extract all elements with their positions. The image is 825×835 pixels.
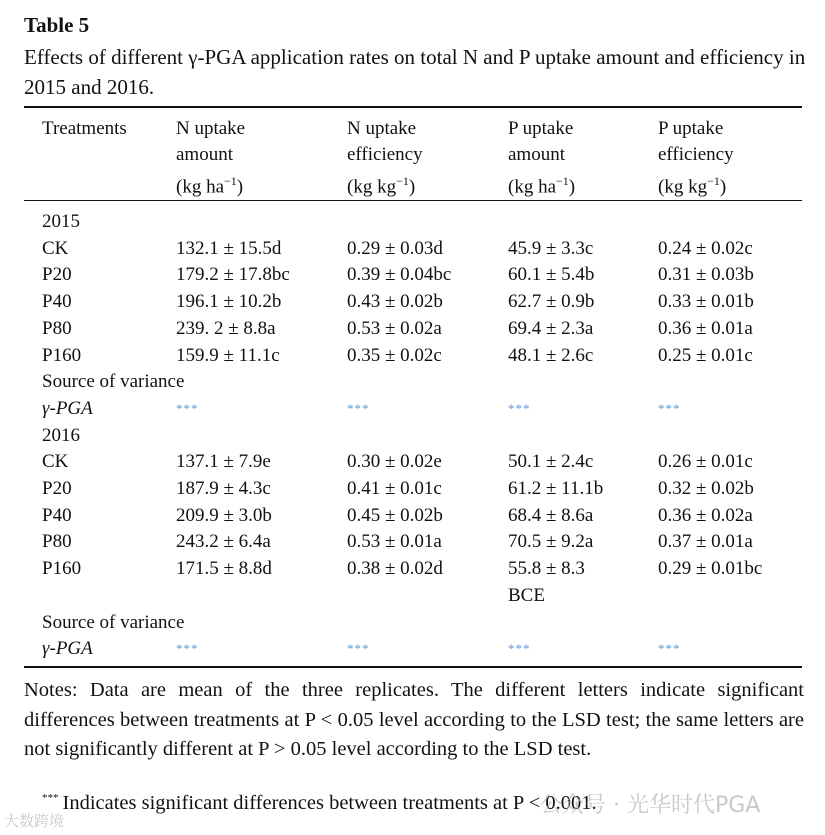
table-cell: 0.24 ± 0.02c [658,237,753,259]
footnote-mark: *** [42,792,59,804]
footnote [42,792,597,815]
header-text: efficiency [347,144,423,165]
header-cell [347,116,416,142]
table-cell: *** [347,641,370,657]
table-cell: 243.2 ± 6.4a [176,531,271,553]
row-label: 2015 [42,211,80,232]
header-unit-close: ) [719,176,727,198]
row-label: P20 [42,478,72,499]
table-cell: BCE [508,584,545,606]
table-cell: 0.53 ± 0.02a [347,317,442,339]
table-cell: 0.26 ± 0.01c [658,451,753,473]
footnote-text: Indicates significant differences between treatments at P < 0.001. [62,792,597,814]
header-cell [176,142,233,168]
table-cell: 0.41 ± 0.01c [347,478,442,499]
table-cell: 0.35 ± 0.02c [347,344,442,366]
header-unit-close: ) [408,176,416,198]
table-cell: *** [176,641,199,657]
table-cell: 0.32 ± 0.02b [658,478,754,499]
table-cell: 48.1 ± 2.6c [508,344,594,366]
header-text: (kg ha [176,176,225,198]
table-cell: 0.29 ± 0.01bc [658,558,763,580]
table-cell: 187.9 ± 4.3c [176,478,271,499]
header-unit-exponent: −1 [224,174,237,188]
table-cell: 69.4 ± 2.3a [508,317,594,339]
row-label: P40 [42,291,72,313]
table-cell: 0.30 ± 0.02e [347,451,442,473]
header-cell [176,168,243,200]
header-cell [347,142,423,168]
row-label: γ-PGA [42,397,93,419]
table-cell: 159.9 ± 11.1c [176,344,280,366]
row-label: P160 [42,558,82,580]
header-cell [508,142,565,168]
table-cell: 0.29 ± 0.03d [347,237,443,259]
row-label: 2016 [42,424,80,446]
table-cell: *** [658,641,681,657]
header-text: N uptake [347,118,417,139]
table-cell: 0.37 ± 0.01a [658,531,753,553]
header-text: N uptake [176,118,246,139]
top-rule [24,106,802,108]
table-cell: 61.2 ± 11.1b [508,478,604,499]
table-cell: 50.1 ± 2.4c [508,451,594,473]
table-cell: 132.1 ± 15.5d [176,237,282,259]
row-label: P20 [42,264,72,286]
header-unit-exponent: −1 [707,174,720,188]
table-cell: 209.9 ± 3.0b [176,504,272,526]
header-text: amount [176,144,233,165]
header-unit-close: ) [568,176,576,198]
header-cell [658,116,723,142]
table-cell: *** [347,400,370,416]
table-notes: Notes: Data are mean of the three replicates. The different letters indicate significant differences between treatments at P < 0.05 level according to the LSD test; the same letters are not significantly different at P > 0.05 level according to the LSD test. [24,679,804,760]
table-cell: 0.36 ± 0.01a [658,317,753,339]
row-label: P40 [42,504,72,526]
table-cell: 0.53 ± 0.01a [347,531,442,553]
header-unit-close: ) [236,176,244,198]
header-unit-exponent: −1 [396,174,409,188]
table-cell: 0.31 ± 0.03b [658,264,754,286]
table-cell: 0.45 ± 0.02b [347,504,443,526]
table-cell: 60.1 ± 5.4b [508,264,595,286]
header-unit-exponent: −1 [556,174,569,188]
row-label: Source of variance [42,611,185,633]
table-cell: 0.36 ± 0.02a [658,504,753,526]
row-label: γ-PGA [42,638,93,660]
table-cell: 196.1 ± 10.2b [176,291,282,313]
table-cell: 239. 2 ± 8.8a [176,317,276,339]
row-label: CK [42,237,69,259]
table-cell: *** [508,400,531,416]
header-text: P uptake [508,118,574,139]
header-text: efficiency [658,144,734,165]
table-cell: 0.25 ± 0.01c [658,344,753,366]
row-label: P80 [42,531,72,553]
table-cell: 0.43 ± 0.02b [347,291,443,313]
table-cell: 171.5 ± 8.8d [176,558,272,580]
header-cell [508,116,573,142]
header-cell [508,168,575,200]
row-label: CK [42,451,69,473]
bottom-rule [24,666,802,668]
row-label: Source of variance [42,371,185,393]
table-cell: 0.33 ± 0.01b [658,291,754,313]
header-cell [42,116,127,142]
header-cell [347,168,415,200]
header-cell [176,116,245,142]
table-cell: *** [176,400,199,416]
table-cell: 179.2 ± 17.8bc [176,264,290,286]
header-text: amount [508,144,565,165]
table-cell: *** [508,641,531,657]
table-cell: 55.8 ± 8.3 [508,558,585,580]
table-cell: 45.9 ± 3.3c [508,237,594,259]
header-text: (kg kg [347,176,397,198]
header-cell [658,168,726,200]
table-cell: 137.1 ± 7.9e [176,451,271,473]
header-cell [658,142,734,168]
table-cell: *** [658,400,681,416]
header-text: (kg ha [508,176,557,198]
table-caption: Effects of different γ-PGA application rates on total N and P uptake amount and efficiency in 2015 and 2016. [24,45,806,99]
table-cell: 70.5 ± 9.2a [508,531,594,553]
table-cell: 62.7 ± 0.9b [508,291,595,313]
header-text: P uptake [658,118,724,139]
header-text: Treatments [42,118,127,139]
header-text: (kg kg [658,176,708,198]
table-cell: 0.38 ± 0.02d [347,558,443,580]
watermark-right: 公众号 · 光华时代PGA [540,793,761,818]
table-cell: 0.39 ± 0.04bc [347,264,452,286]
table-title: Table 5 [24,13,90,37]
row-label: P160 [42,344,82,366]
table-cell: 68.4 ± 8.6a [508,504,594,526]
row-label: P80 [42,317,72,339]
watermark-left: 大数跨境 [4,812,65,830]
